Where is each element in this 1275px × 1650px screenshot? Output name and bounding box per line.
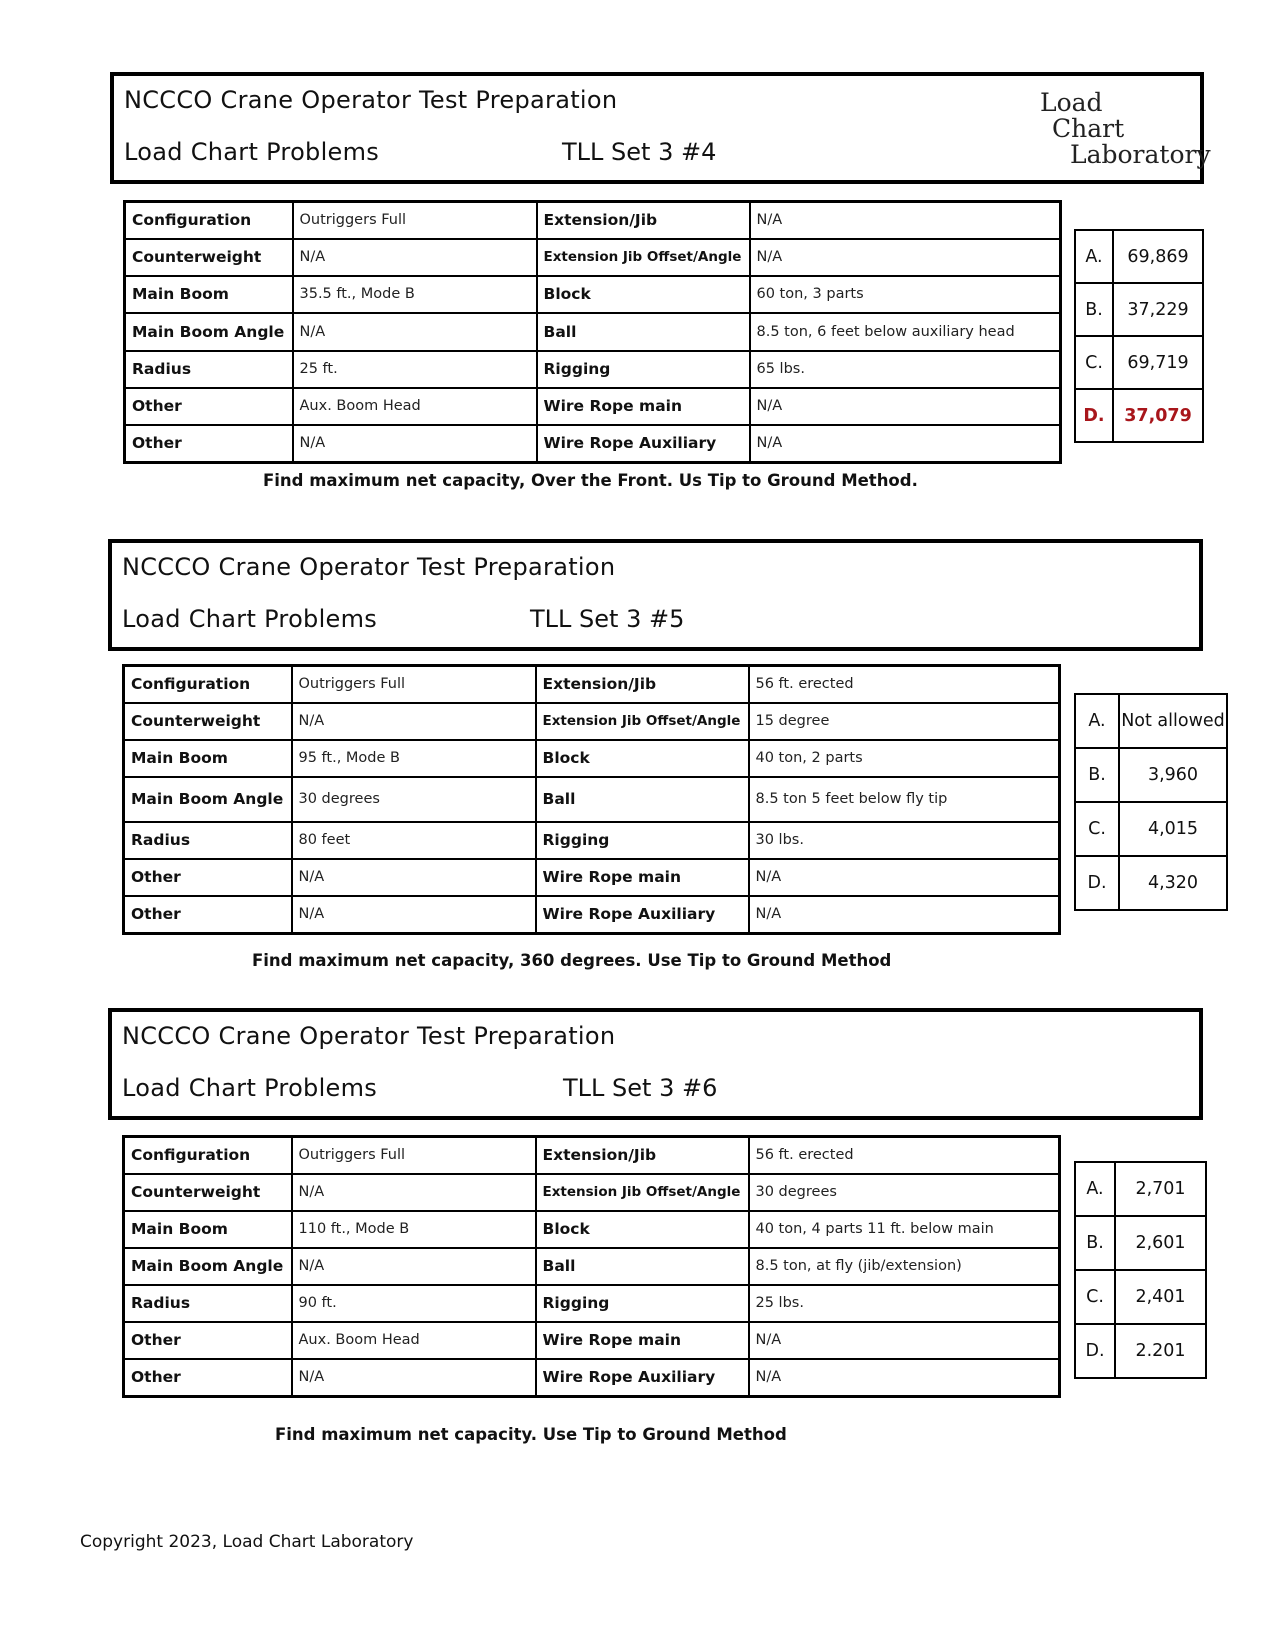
spec-value: 56 ft. erected xyxy=(749,1137,1060,1174)
table-row xyxy=(125,239,1061,276)
table-row xyxy=(125,276,1061,313)
table-row xyxy=(125,388,1061,425)
logo-line-2: Chart xyxy=(1052,114,1125,143)
answer-value: 2.201 xyxy=(1115,1324,1206,1378)
spec-label: Radius xyxy=(124,1285,292,1322)
table-row xyxy=(125,351,1061,388)
table-row xyxy=(124,666,1060,703)
problem-3-header xyxy=(108,1008,1203,1120)
spec-value: N/A xyxy=(292,896,536,934)
spec-label: Main Boom xyxy=(124,1211,292,1248)
spec-value: N/A xyxy=(293,313,537,351)
spec-label: Other xyxy=(124,859,292,896)
answer-letter: D. xyxy=(1075,1324,1115,1378)
spec-value: 80 feet xyxy=(292,822,536,859)
spec-label: Other xyxy=(125,388,293,425)
header-set-number: TLL Set 3 #6 xyxy=(563,1074,718,1102)
problem-3-instruction: Find maximum net capacity. Use Tip to Ground Method xyxy=(275,1425,787,1444)
answer-value: 3,960 xyxy=(1119,748,1227,802)
table-row xyxy=(124,859,1060,896)
spec-label: Ball xyxy=(537,313,750,351)
spec-value: 8.5 ton, 6 feet below auxiliary head xyxy=(750,313,1061,351)
header-set-number: TLL Set 3 #4 xyxy=(562,138,717,166)
problem-2-spec-table xyxy=(122,664,1061,935)
answer-value: 4,320 xyxy=(1119,856,1227,910)
problem-2-instruction: Find maximum net capacity, 360 degrees. Use Tip to Ground Method xyxy=(252,951,892,970)
answer-letter: A. xyxy=(1075,1162,1115,1216)
spec-value: N/A xyxy=(292,703,536,740)
answer-choice-c[interactable] xyxy=(1075,802,1227,856)
spec-label: Extension/Jib xyxy=(536,666,749,703)
answer-value: 69,719 xyxy=(1113,336,1203,389)
answer-choice-b[interactable] xyxy=(1075,1216,1206,1270)
spec-label: Ball xyxy=(536,1248,749,1285)
table-row xyxy=(124,777,1060,822)
spec-label: Main Boom Angle xyxy=(125,313,293,351)
answer-choice-d-correct[interactable] xyxy=(1075,389,1203,442)
spec-value: Aux. Boom Head xyxy=(292,1322,536,1359)
table-row xyxy=(124,1248,1060,1285)
spec-value: N/A xyxy=(292,1359,536,1397)
copyright-footer: Copyright 2023, Load Chart Laboratory xyxy=(80,1532,414,1552)
spec-value: Outriggers Full xyxy=(292,666,536,703)
spec-label: Wire Rope Auxiliary xyxy=(536,896,749,934)
answer-letter: A. xyxy=(1075,230,1113,283)
table-row xyxy=(124,1359,1060,1397)
spec-value: 8.5 ton, at fly (jib/extension) xyxy=(749,1248,1060,1285)
spec-label: Block xyxy=(537,276,750,313)
answer-value: 69,869 xyxy=(1113,230,1203,283)
problem-3-answer-choices xyxy=(1074,1161,1207,1379)
spec-label: Counterweight xyxy=(124,703,292,740)
spec-value: N/A xyxy=(749,859,1060,896)
spec-value: 40 ton, 4 parts 11 ft. below main xyxy=(749,1211,1060,1248)
logo-line-3: Laboratory xyxy=(1070,140,1211,169)
spec-label: Block xyxy=(536,740,749,777)
header-subtitle: Load Chart Problems xyxy=(122,1074,378,1102)
spec-value: 56 ft. erected xyxy=(749,666,1060,703)
answer-letter: B. xyxy=(1075,748,1119,802)
problem-1-header xyxy=(110,72,1211,184)
spec-value: 95 ft., Mode B xyxy=(292,740,536,777)
spec-value: 90 ft. xyxy=(292,1285,536,1322)
spec-value: 30 degrees xyxy=(749,1174,1060,1211)
answer-choice-c[interactable] xyxy=(1075,1270,1206,1324)
spec-label: Extension Jib Offset/Angle xyxy=(537,239,750,276)
answer-letter: B. xyxy=(1075,1216,1115,1270)
header-title: NCCCO Crane Operator Test Preparation xyxy=(122,1022,616,1050)
answer-value: Not allowed xyxy=(1119,694,1227,748)
spec-value: 30 degrees xyxy=(292,777,536,822)
header-set-number: TLL Set 3 #5 xyxy=(530,605,685,633)
spec-value: N/A xyxy=(749,1322,1060,1359)
spec-value: 8.5 ton 5 feet below fly tip xyxy=(749,777,1060,822)
spec-value: Outriggers Full xyxy=(293,202,537,239)
answer-letter: A. xyxy=(1075,694,1119,748)
spec-label: Other xyxy=(124,1359,292,1397)
spec-label: Wire Rope main xyxy=(537,388,750,425)
spec-label: Rigging xyxy=(537,351,750,388)
spec-label: Wire Rope main xyxy=(536,859,749,896)
spec-label: Main Boom xyxy=(124,740,292,777)
spec-value: N/A xyxy=(293,425,537,463)
spec-value: 110 ft., Mode B xyxy=(292,1211,536,1248)
spec-label: Radius xyxy=(124,822,292,859)
answer-letter: D. xyxy=(1075,856,1119,910)
spec-label: Extension/Jib xyxy=(536,1137,749,1174)
spec-value: N/A xyxy=(292,1174,536,1211)
spec-label: Counterweight xyxy=(125,239,293,276)
table-row xyxy=(124,1174,1060,1211)
table-row xyxy=(124,1211,1060,1248)
table-row xyxy=(124,740,1060,777)
answer-value: 4,015 xyxy=(1119,802,1227,856)
spec-value: N/A xyxy=(750,425,1061,463)
answer-choice-b[interactable] xyxy=(1075,748,1227,802)
answer-letter: C. xyxy=(1075,802,1119,856)
spec-label: Rigging xyxy=(536,1285,749,1322)
problem-2-header xyxy=(108,539,1203,651)
spec-value: 40 ton, 2 parts xyxy=(749,740,1060,777)
spec-label: Other xyxy=(124,896,292,934)
header-title: NCCCO Crane Operator Test Preparation xyxy=(122,553,616,581)
spec-label: Main Boom Angle xyxy=(124,777,292,822)
header-subtitle: Load Chart Problems xyxy=(122,605,378,633)
answer-letter: C. xyxy=(1075,1270,1115,1324)
problem-1-answer-choices xyxy=(1074,229,1204,443)
spec-value: N/A xyxy=(292,1248,536,1285)
spec-label: Ball xyxy=(536,777,749,822)
answer-value: 2,601 xyxy=(1115,1216,1206,1270)
answer-value: 2,401 xyxy=(1115,1270,1206,1324)
table-row xyxy=(124,896,1060,934)
spec-value: N/A xyxy=(750,388,1061,425)
spec-label: Main Boom Angle xyxy=(124,1248,292,1285)
spec-value: 25 ft. xyxy=(293,351,537,388)
spec-label: Wire Rope Auxiliary xyxy=(536,1359,749,1397)
table-row xyxy=(124,1322,1060,1359)
spec-label: Other xyxy=(124,1322,292,1359)
problem-1-spec-table xyxy=(123,200,1062,464)
answer-choice-b[interactable] xyxy=(1075,283,1203,336)
spec-value: Aux. Boom Head xyxy=(293,388,537,425)
table-row xyxy=(124,1285,1060,1322)
table-row xyxy=(125,202,1061,239)
spec-label: Extension Jib Offset/Angle xyxy=(536,703,749,740)
answer-value: 2,701 xyxy=(1115,1162,1206,1216)
spec-label: Radius xyxy=(125,351,293,388)
table-row xyxy=(124,703,1060,740)
spec-label: Configuration xyxy=(124,1137,292,1174)
spec-value: 25 lbs. xyxy=(749,1285,1060,1322)
header-title: NCCCO Crane Operator Test Preparation xyxy=(124,86,618,114)
spec-label: Extension Jib Offset/Angle xyxy=(536,1174,749,1211)
spec-value: N/A xyxy=(749,1359,1060,1397)
spec-label: Block xyxy=(536,1211,749,1248)
table-row xyxy=(124,1137,1060,1174)
spec-value: Outriggers Full xyxy=(292,1137,536,1174)
answer-letter: D. xyxy=(1075,389,1113,442)
spec-value: 30 lbs. xyxy=(749,822,1060,859)
answer-choice-a[interactable] xyxy=(1075,694,1227,748)
answer-choice-a[interactable] xyxy=(1075,230,1203,283)
spec-value: N/A xyxy=(750,239,1061,276)
table-row xyxy=(125,425,1061,463)
spec-label: Extension/Jib xyxy=(537,202,750,239)
spec-value: 65 lbs. xyxy=(750,351,1061,388)
problem-3-spec-table xyxy=(122,1135,1061,1398)
spec-label: Wire Rope Auxiliary xyxy=(537,425,750,463)
spec-value: N/A xyxy=(292,859,536,896)
spec-value: 15 degree xyxy=(749,703,1060,740)
problem-2-answer-choices xyxy=(1074,693,1228,911)
spec-value: N/A xyxy=(750,202,1061,239)
spec-label: Counterweight xyxy=(124,1174,292,1211)
answer-letter: B. xyxy=(1075,283,1113,336)
header-subtitle: Load Chart Problems xyxy=(124,138,380,166)
answer-value: 37,079 xyxy=(1113,389,1203,442)
answer-letter: C. xyxy=(1075,336,1113,389)
spec-label: Other xyxy=(125,425,293,463)
answer-choice-d[interactable] xyxy=(1075,1324,1206,1378)
spec-label: Main Boom xyxy=(125,276,293,313)
spec-value: 35.5 ft., Mode B xyxy=(293,276,537,313)
answer-choice-d[interactable] xyxy=(1075,856,1227,910)
answer-value: 37,229 xyxy=(1113,283,1203,336)
problem-1-instruction: Find maximum net capacity, Over the Front. Us Tip to Ground Method. xyxy=(263,471,918,490)
spec-label: Configuration xyxy=(124,666,292,703)
spec-value: N/A xyxy=(293,239,537,276)
spec-value: N/A xyxy=(749,896,1060,934)
answer-choice-c[interactable] xyxy=(1075,336,1203,389)
spec-label: Wire Rope main xyxy=(536,1322,749,1359)
logo-line-1: Load xyxy=(1040,88,1103,117)
answer-choice-a[interactable] xyxy=(1075,1162,1206,1216)
spec-value: 60 ton, 3 parts xyxy=(750,276,1061,313)
spec-label: Configuration xyxy=(125,202,293,239)
table-row xyxy=(124,822,1060,859)
table-row xyxy=(125,313,1061,351)
spec-label: Rigging xyxy=(536,822,749,859)
